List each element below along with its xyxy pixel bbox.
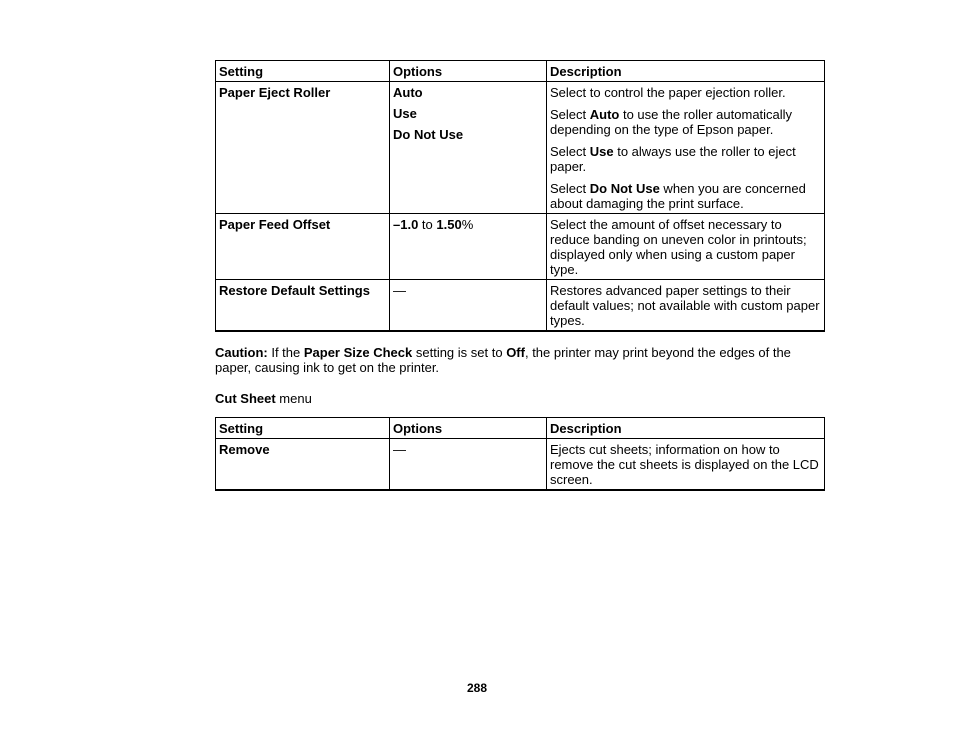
setting-cell: Paper Eject Roller: [216, 82, 390, 214]
description-cell: Restores advanced paper settings to their default values; not available with custom paper types.: [547, 280, 825, 332]
header-setting: Setting: [216, 418, 390, 439]
table-header-row: [216, 418, 825, 439]
option-item: Use: [393, 106, 417, 121]
header-options: Options: [390, 61, 547, 82]
options-cell: [390, 82, 547, 214]
options-cell: –1.0 to 1.50%: [390, 214, 547, 280]
description-paragraph: Select Auto to use the roller automatically depending on the type of Epson paper.: [550, 107, 793, 137]
options-cell: —: [390, 439, 547, 491]
description-cell: [547, 82, 825, 214]
description-paragraph: Select to control the paper ejection roller.: [550, 85, 786, 100]
option-item: Auto: [393, 85, 423, 100]
header-options: Options: [390, 418, 547, 439]
setting-cell: Restore Default Settings: [216, 280, 390, 332]
cut-sheet-table: [215, 417, 825, 491]
option-item: Do Not Use: [393, 127, 464, 142]
description-cell: Ejects cut sheets; information on how to remove the cut sheets is displayed on the LCD screen.: [547, 439, 825, 491]
table-row: [216, 439, 825, 491]
table-header-row: [216, 61, 825, 82]
setting-cell: Paper Feed Offset: [216, 214, 390, 280]
table-row: [216, 280, 825, 332]
table-row: [216, 82, 825, 214]
paper-settings-table: [215, 60, 825, 332]
header-description: Description: [547, 418, 825, 439]
cut-sheet-menu-heading: Cut Sheet menu: [215, 391, 312, 406]
caution-note: Caution: If the Paper Size Check setting is set to Off, the printer may print beyond the edges of the paper, causing ink to get on the printer.: [215, 345, 791, 375]
description-cell: Select the amount of offset necessary to reduce banding on uneven color in printouts; displayed only when using a custom paper type.: [547, 214, 825, 280]
header-setting: Setting: [216, 61, 390, 82]
options-cell: —: [390, 280, 547, 332]
description-paragraph: Select Do Not Use when you are concerned about damaging the print surface.: [550, 181, 806, 211]
description-paragraph: Select Use to always use the roller to eject paper.: [550, 144, 796, 174]
page-number: 288: [466, 681, 488, 695]
setting-cell: Remove: [216, 439, 390, 491]
header-description: Description: [547, 61, 825, 82]
table-row: [216, 214, 825, 280]
